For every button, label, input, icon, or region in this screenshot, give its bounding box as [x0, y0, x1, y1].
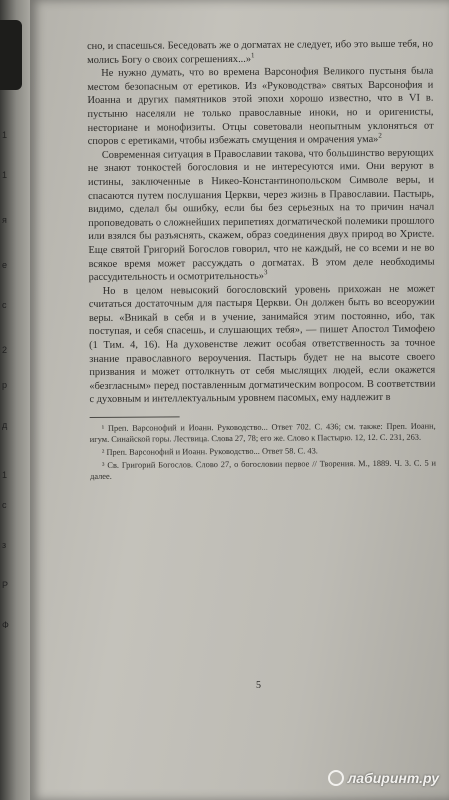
paragraph	[87, 65, 434, 149]
left-page-fragment: я	[2, 215, 7, 225]
paragraph-text: Современная ситуация в Православии такова, что большинство верующих не знают тонкостей богословия и не интересуются ими. Они веруют в истины, заключенные в Никео-Константинопольском Символе веры, и спасаются путем послушания Церкви, через жизнь в Православии. Пастырь, видимо, сделал бы ошибку, если бы без серьезных на то причин начал проповедовать о сложнейших перипетиях догматической полемики прошлого или взялся бы разъяснять, скажем, образ соединения двух природ во Христе. Еще святой Григорий Богослов говорил, что не каждый, не со всеми и не во всякое время может рассуждать о догматах. В этом деле необходимы рассудительность и осмотрительность»	[87, 147, 435, 284]
paragraph	[89, 282, 436, 407]
labirint-logo-icon	[328, 770, 344, 786]
dark-cover-fragment	[0, 20, 22, 90]
watermark-text: лабиринт.ру	[347, 770, 439, 786]
left-page-fragment: 2	[2, 345, 8, 355]
left-page-fragment: р	[2, 380, 8, 390]
left-page-fragment: е	[2, 260, 8, 270]
left-page-fragment: д	[2, 420, 8, 430]
footnotes	[90, 415, 436, 482]
main-text	[87, 38, 436, 484]
footnote-ref: 2	[378, 131, 382, 140]
footnote: ² Преп. Варсонофий и Иоанн. Руководство... Ответ 58. С. 43.	[101, 446, 318, 457]
page-number: 5	[256, 680, 261, 691]
paragraph-text: Но в целом невысокий богословский уровень прихожан не может считаться достаточным для пастыря Церкви. Он должен быть во всеоружии веры. «Вникай в себя и в учение, занимайся этим постоянно, ибо, так поступая, и себя спасешь, и слушающих тебя», — пишет Апостол Тимофею (1 Тим. 4, 16). На духовенстве лежит особая ответственность за точное знание православного вероучения. Пастырь будет не на высоте своего призвания и может оттолкнуть от себя мыслящих людей, если окажется «безгласным» перед поставленным догматическим вопросом. В соответствии с духовным и интеллектуальным уровнем пасомых, ему надлежит в	[88, 283, 436, 406]
left-page-fragment: с	[2, 500, 7, 510]
paragraph	[88, 146, 435, 284]
left-page-fragment: 1	[2, 170, 8, 180]
left-page-fragment: 1	[2, 130, 8, 140]
footnote-ref: 3	[263, 268, 268, 277]
left-page-fragment: Ф	[2, 620, 9, 630]
previous-page-edge	[0, 0, 30, 800]
labirint-watermark	[328, 770, 439, 786]
footnote: ¹ Преп. Варсонофий и Иоанн. Руководство... Ответ 702. С. 436; см. также: Преп. Иоанн, игум. Синайской горы. Лествица. Слова 27, 78; его же. Слово к Пастырю. 12, 12. С. 231, 263.	[89, 421, 436, 445]
footnote-rule	[90, 416, 180, 418]
paragraph-text: сно, и спасешься. Беседовать же о догматах не следует, ибо это выше тебя, но молись Богу о своих согрешениях...»	[87, 38, 434, 66]
left-page-fragment: с	[2, 300, 7, 310]
paragraph	[87, 38, 433, 68]
footnote: ³ Св. Григорий Богослов. Слово 27, о богословии первое // Творения. М., 1889. Ч. 3. С. 5 и далее.	[90, 458, 436, 482]
footnote-ref: 1	[250, 50, 255, 59]
left-page-fragment: з	[2, 540, 7, 550]
book-page	[30, 0, 449, 800]
left-page-fragment: Р	[2, 580, 9, 590]
paragraph-text: Не нужно думать, что во времена Варсонофия Великого пустыня была местом безопасным от еретиков. Из «Руководства» святых Варсонофия и Иоанна и других памятников этой эпохи хорошо известно, что в VI в. пустыню населяли не только православные иноки, но и оригенисты, несториане и монофизиты. Отцы советовали неопытным уклоняться от споров с еретиками, чтобы избежать смущения и омрачения ума»	[87, 65, 434, 148]
left-page-fragment: 1	[2, 470, 8, 480]
